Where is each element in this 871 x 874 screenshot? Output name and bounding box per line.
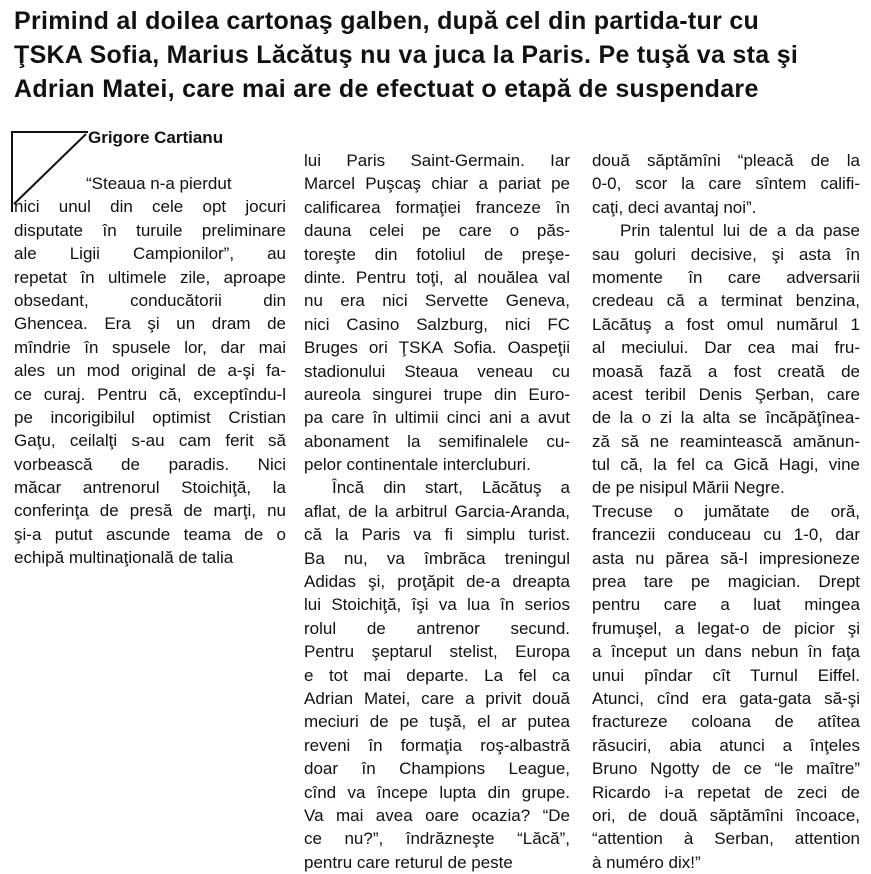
text-line: măcar antrenorul Stoichiţă, la (14, 478, 286, 498)
text-line: abonament la semifinalele cu- (304, 431, 570, 451)
text-line: Marcel Puşcaş chiar a pariat pe (304, 174, 570, 194)
text-line: aureola singurei trupe din Euro- (304, 384, 570, 404)
text-line: răsuciri, abia atunci a înţeles (592, 735, 860, 755)
text-line: “attention à Serban, attention (592, 829, 860, 849)
text-line: asta nu părea să-l impresioneze (592, 548, 860, 568)
text-line: stadionului Steaua veneau cu (304, 361, 570, 381)
text-line: ales un mod original de a-şi fa- (14, 361, 286, 381)
text-line: ori, de două săptămîni încoace, (592, 805, 860, 825)
text-line: vorbească de paradis. Nici (14, 454, 286, 474)
text-line: mîndrie în spusele lor, dar mai (14, 337, 286, 357)
text-line: prea tare pe magician. Drept (592, 572, 860, 592)
text-line: repetat în ultimele zile, aproape (14, 267, 286, 287)
text-line: unui pîndar cît Turnul Eiffel. (592, 665, 860, 685)
text-line: pelor continentale intercluburi. (304, 455, 531, 475)
text-line: sau goluri decisive, şi asta în (592, 244, 860, 264)
text-line: Gaţu, ceilalţi s-au cam ferit să (14, 431, 286, 451)
text-line: toreşte din fotoliul de preşe- (304, 244, 570, 264)
text-line: Ricardo i-a repetat de zeci de (592, 782, 860, 802)
text-line: e tot mai departe. La fel ca (304, 665, 570, 685)
text-line: ză să ne reamintească amănun- (592, 431, 860, 451)
text-line: a început un dans nebun în faţa (592, 642, 860, 662)
text-line: dauna celei pe care o păs- (304, 221, 570, 241)
text-line: de pe nisipul Mării Negre. (592, 478, 785, 498)
text-line: moasă fază a fost creată de (592, 361, 860, 381)
author-byline: Grigore Cartianu (88, 128, 224, 147)
text-line: lui Stoichiţă, îşi va lua în serios (304, 595, 570, 615)
text-line: Lăcătuş a fost omul numărul 1 (592, 314, 860, 334)
text-line: caţi, deci avantaj noi”. (592, 197, 757, 217)
article-column-3 (592, 149, 860, 874)
headline-line: ŢSKA Sofia, Marius Lăcătuş nu va juca la Paris. Pe tuşă va sta şi (14, 41, 799, 69)
text-line: ce curaj. Pentru că, exceptîndu-l (14, 384, 286, 404)
text-line: Ghencea. Era şi un dram de (14, 314, 286, 334)
text-line: nici unul din cele opt jocuri (14, 197, 286, 217)
text-line: aflat, de la arbitrul Garcia-Aranda, (304, 501, 570, 521)
article-column-2 (304, 149, 570, 874)
text-line: rolul de antrenor secund. (304, 618, 570, 638)
text-line: “Steaua n-a pierdut (86, 174, 232, 193)
text-line: al meciului. Dar cea mai fru- (592, 338, 860, 358)
text-line: meciuri de pe tuşă, el ar putea (304, 712, 570, 732)
text-line: Adrian Matei, care a privit două (304, 688, 570, 708)
text-line: Va mai avea oare ocazia? “De (304, 805, 570, 825)
text-line: pentru care returul de peste (304, 852, 513, 872)
text-line: pe incorigibilul optimist Cristian (14, 407, 286, 427)
text-line: Adidas şi, proţăpit de-a dreapta (304, 572, 570, 592)
text-line: lui Paris Saint-Germain. Iar (304, 151, 570, 170)
text-line: dinte. Pentru toţi, al nouălea val (304, 267, 570, 287)
text-line: Trecuse o jumătate de oră, (592, 501, 860, 521)
text-line: frumuşel, a legat-o de picior şi (592, 618, 860, 638)
text-line: Prin talentul lui de a da pase (620, 221, 860, 241)
text-line: fractureze coloana de atîtea (592, 712, 860, 732)
text-line: nu era nici Servette Geneva, (304, 291, 570, 311)
text-line: 0-0, scor la care sîntem califi- (592, 174, 860, 194)
text-line: credeau că a terminat benzina, (592, 291, 860, 311)
text-line: momente în care adversarii (592, 267, 860, 287)
text-line: două săptămîni “pleacă de la (592, 151, 860, 170)
text-line: ale Ligii Campionilor”, au (14, 244, 286, 264)
text-line: pa care în ultimii cinci ani a avut (304, 408, 570, 428)
text-line: francezii conduceau cu 1-0, dar (592, 525, 860, 545)
text-line: Pentru şeptarul stelist, Europa (304, 642, 570, 662)
text-line: Încă din start, Lăcătuş a (332, 478, 570, 498)
text-line: echipă multinaţională de talia (14, 548, 234, 568)
text-line: că la Paris va fi simplu turist. (304, 525, 570, 545)
text-line: calificarea formaţiei franceze în (304, 197, 570, 217)
text-line: obsedant, conducătorii din (14, 290, 286, 310)
text-line: pentru care a luat mingea (592, 595, 860, 615)
headline-line: Adrian Matei, care mai are de efectuat o etapă de suspendare (14, 75, 759, 103)
text-line: tul că, la fel ca Gică Hagi, vine (592, 455, 860, 475)
text-line: reveni în formaţia roş-albastră (304, 735, 570, 755)
headline (14, 4, 862, 106)
text-line: de la o zi la alta se încăpăţînea- (592, 408, 860, 428)
text-line: disputate în turuile preliminare (14, 220, 286, 240)
text-line: Ba nu, va îmbrăca treningul (304, 548, 570, 568)
article-column-1 (14, 172, 286, 570)
text-line: şi-a putut ascunde teama de o (14, 524, 286, 544)
text-line: Bruno Ngotty de ce “le maître” (592, 759, 860, 779)
headline-line: Primind al doilea cartonaş galben, după cel din partida-tur cu (14, 7, 760, 35)
text-line: nici Casino Salzburg, nici FC (304, 314, 570, 334)
text-line: conferinţa de presă de marţi, nu (14, 501, 286, 521)
text-line: acest teribil Denis Şerban, care (592, 384, 860, 404)
text-line: doar în Champions League, (304, 759, 570, 779)
text-line: cînd va începe lupta din grupe. (304, 782, 570, 802)
text-line: ce nu?”, îndrăzneşte “Lăcă”, (304, 829, 570, 849)
text-line: à numéro dix!” (592, 852, 701, 872)
text-line: Atunci, cînd era gata-gata să-şi (592, 688, 860, 708)
text-line: Bruges ori ŢSKA Sofia. Oaspeţii (304, 338, 570, 358)
